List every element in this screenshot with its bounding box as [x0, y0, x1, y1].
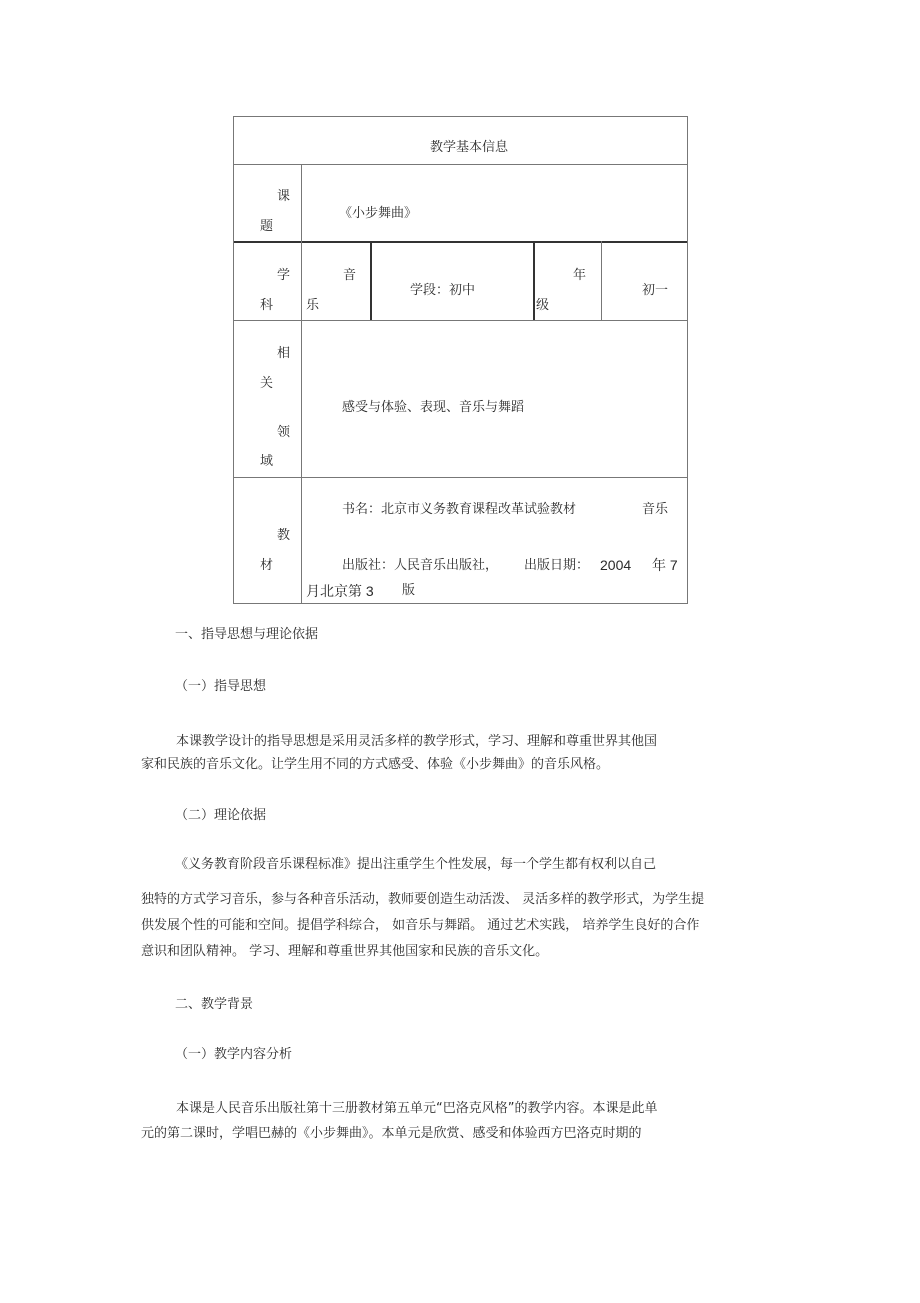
paragraph-line: 本课是人民音乐出版社第十三册教材第五单元“巴洛克风格”的教学内容。本课是此单: [176, 1101, 658, 1116]
domain-label-3: 领: [277, 425, 291, 440]
subsection-heading: （二）理论依据: [175, 808, 267, 823]
school-stage: 学段：初中: [410, 283, 476, 298]
subsection-heading: （一）教学内容分析: [175, 1047, 293, 1062]
subject-value-2: 乐: [306, 298, 320, 313]
topic-value: 《小步舞曲》: [339, 206, 418, 221]
domain-label-1: 相: [277, 346, 291, 361]
column-divider: [301, 164, 302, 604]
paragraph-line: 《义务教育阶段音乐课程标准》提出注重学生个性发展，每一个学生都有权利以自己: [175, 857, 657, 872]
column-divider: [533, 241, 535, 320]
grade-label-2: 级: [536, 298, 550, 313]
textbook-subject: 音乐: [642, 502, 669, 517]
subsection-heading: （一）指导思想: [175, 679, 267, 694]
publish-year: 2004: [600, 557, 632, 573]
column-divider: [601, 241, 602, 320]
textbook-label-1: 教: [277, 528, 291, 543]
paragraph-line: 意识和团队精神。 学习、理解和尊重世界其他国家和民族的音乐文化。: [141, 944, 549, 959]
domain-value: 感受与体验、表现、音乐与舞蹈: [342, 400, 525, 415]
section-heading: 一、指导思想与理论依据: [175, 627, 319, 642]
section-heading: 二、教学背景: [175, 997, 254, 1012]
publish-date-label: 出版日期：: [524, 558, 590, 573]
paragraph-line: 独特的方式学习音乐，参与各种音乐活动，教师要创造生动活泼、 灵活多样的教学形式，为学生提: [141, 892, 705, 907]
paragraph-line: 供发展个性的可能和空间。提倡学科综合， 如音乐与舞蹈。 通过艺术实践， 培养学生良好的合作: [141, 918, 700, 933]
paragraph-line: 本课教学设计的指导思想是采用灵活多样的教学形式，学习、理解和尊重世界其他国: [176, 734, 658, 749]
domain-label-2: 关: [260, 376, 274, 391]
table-title: 教学基本信息: [430, 140, 509, 155]
domain-label-4: 域: [260, 454, 274, 469]
topic-label-1: 课: [277, 189, 291, 204]
topic-label-2: 题: [260, 219, 274, 234]
paragraph-line: 元的第二课时，学唱巴赫的《小步舞曲》。本单元是欣赏、感受和体验西方巴洛克时期的: [141, 1126, 642, 1141]
subject-label-2: 科: [260, 298, 274, 313]
teaching-info-table: [233, 116, 688, 604]
subject-label-1: 学: [277, 268, 291, 283]
textbook-label-2: 材: [260, 558, 274, 573]
grade-label-1: 年: [573, 268, 587, 283]
edition-suffix: 版: [402, 583, 416, 598]
grade-value: 初一: [642, 283, 669, 298]
edition-part: 月北京第 3: [306, 583, 374, 599]
column-divider: [370, 241, 372, 320]
textbook-title: 书名：北京市义务教育课程改革试验教材: [342, 502, 577, 517]
publish-month-part: 年 7: [652, 557, 678, 573]
subject-value-1: 音: [343, 268, 357, 283]
publisher: 出版社：人民音乐出版社，: [342, 558, 499, 573]
paragraph-line: 家和民族的音乐文化。让学生用不同的方式感受、体验《小步舞曲》的音乐风格。: [141, 757, 610, 772]
